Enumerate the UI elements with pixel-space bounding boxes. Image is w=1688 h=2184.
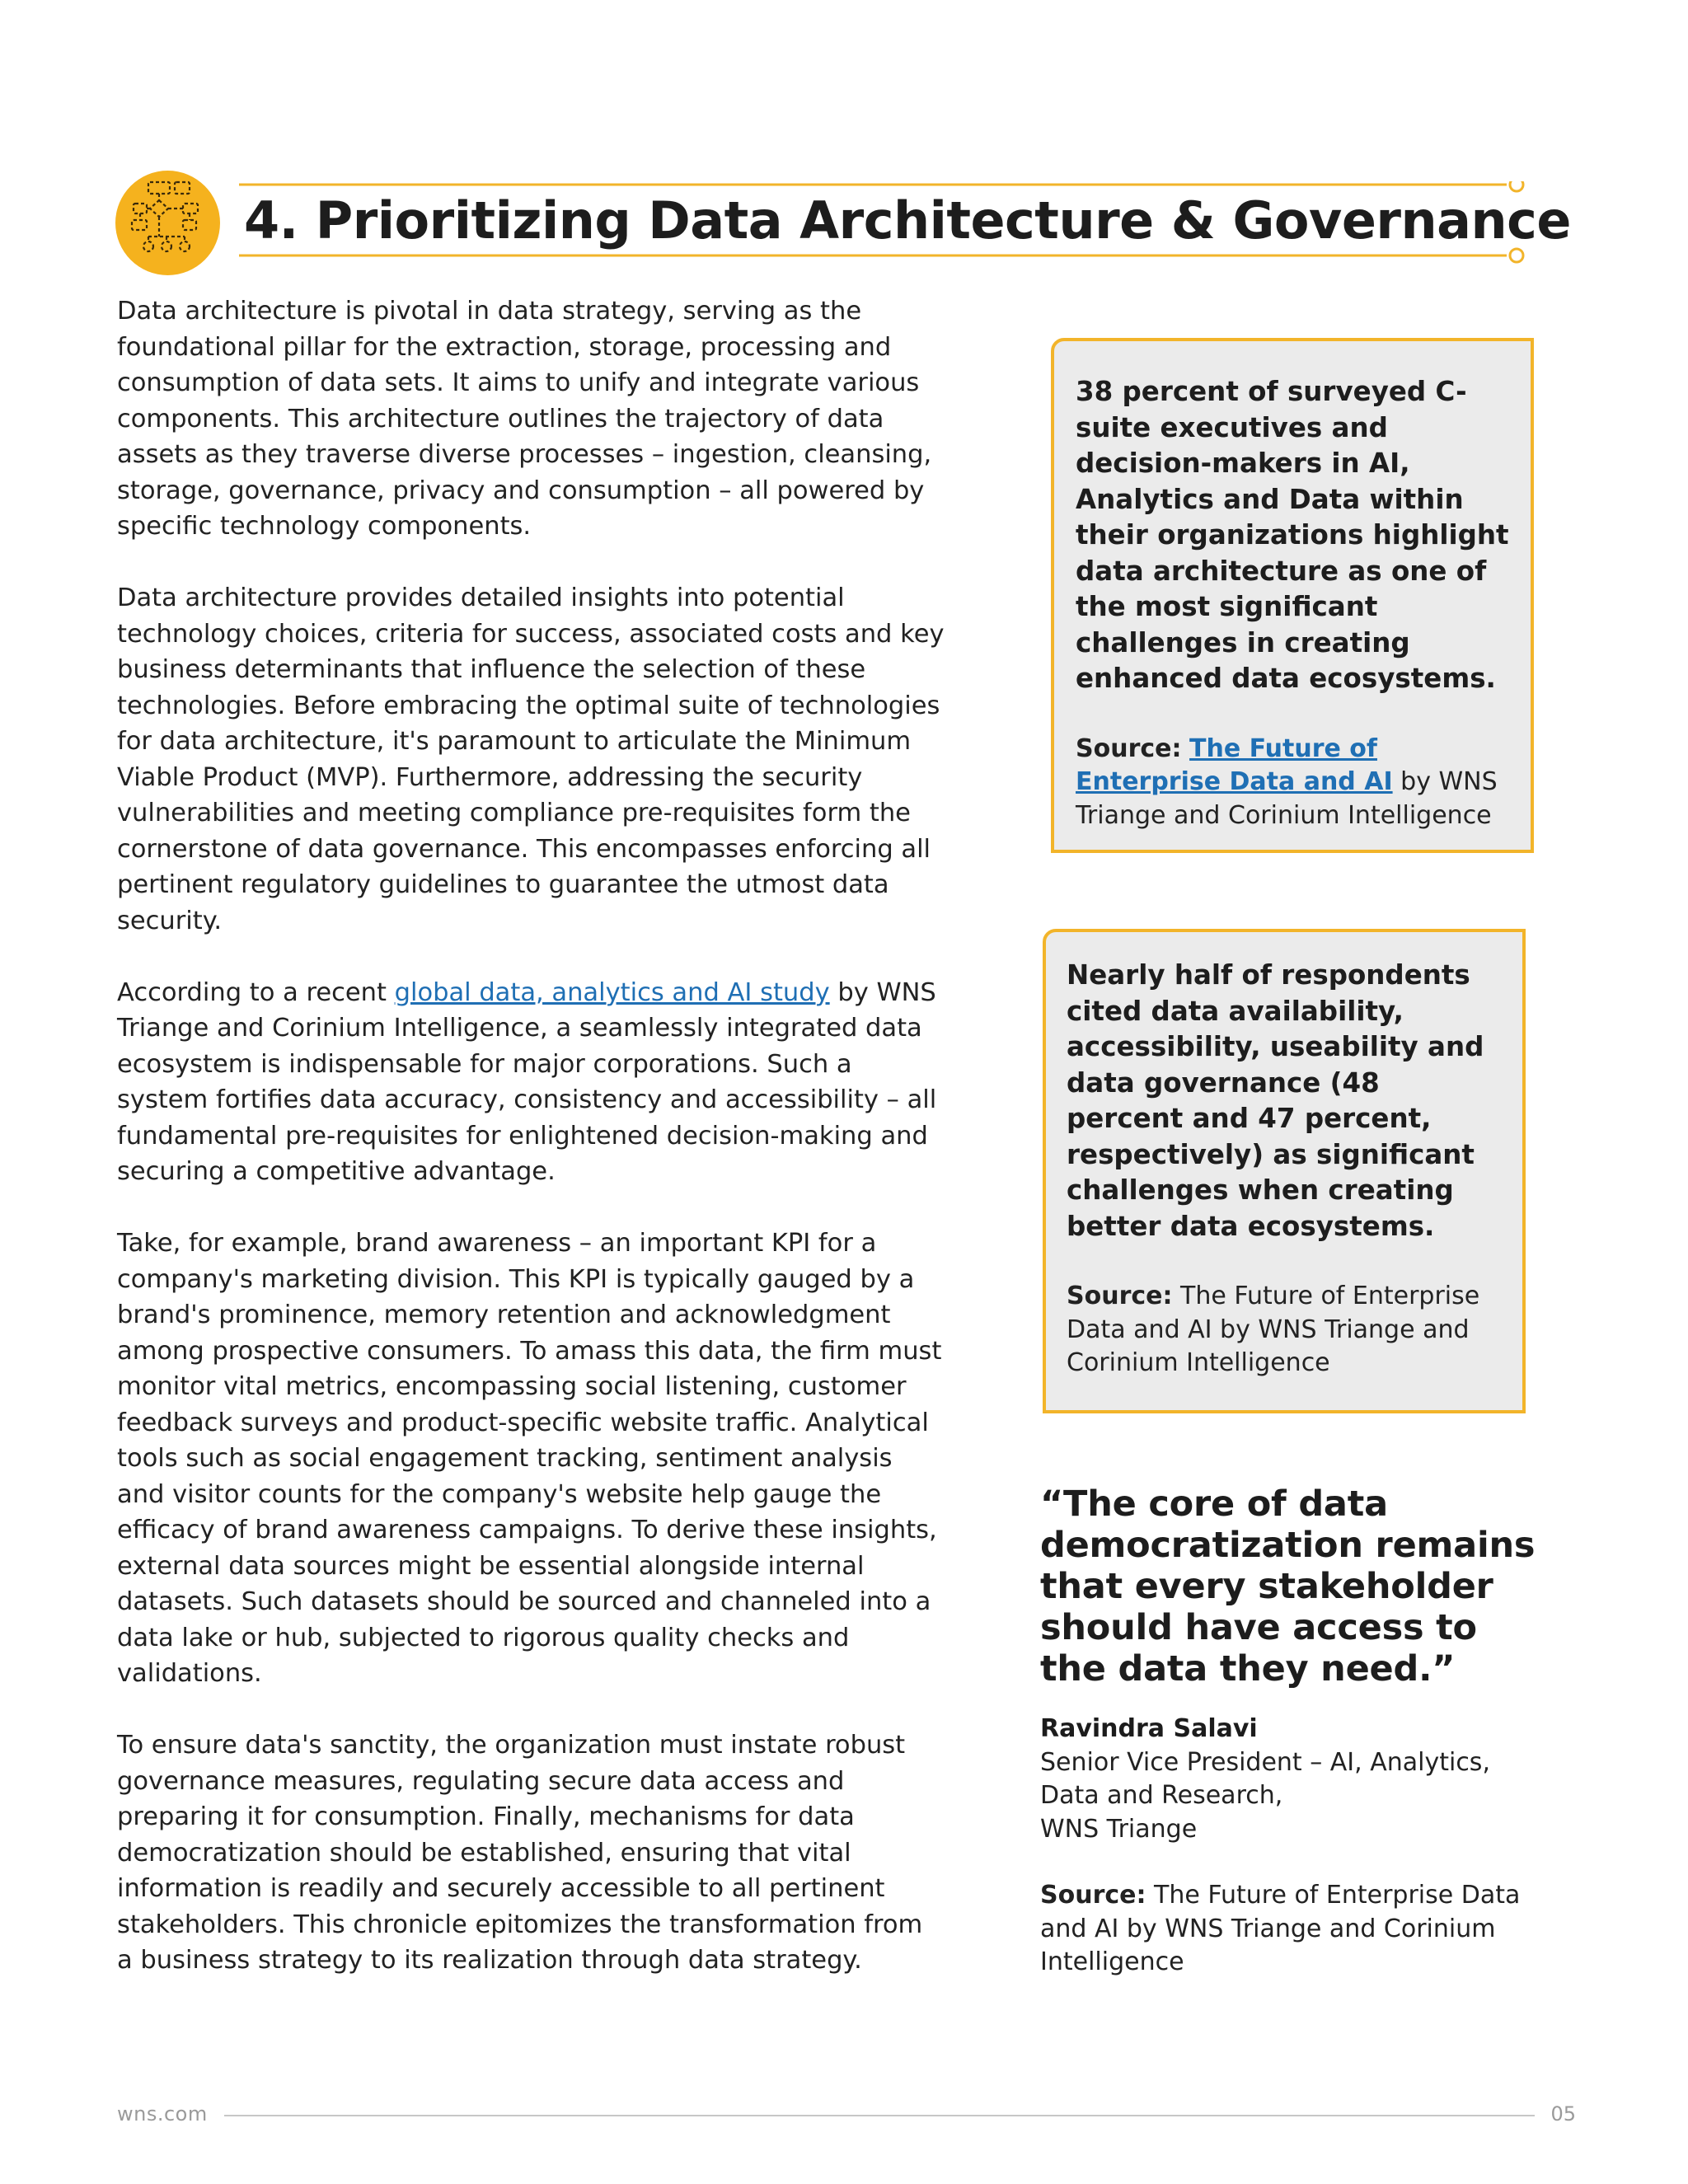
- paragraph-1: Data architecture is pivotal in data strategy, serving as the foundational pillar for the extraction, storage, processing and consumption of data sets. It aims to unify and integrate various components. This architecture outlines the trajectory of data assets as they traverse diverse processes – ingestion, cleansing, storage, governance, privacy and consumption – all powered by specific technology components.: [117, 297, 932, 541]
- page-title: 4. Prioritizing Data Architecture & Governance: [244, 190, 1571, 251]
- quote-role-line1: Senior Vice President – AI, Analytics,: [1040, 1747, 1490, 1777]
- quote-source: Source: The Future of Enterprise Data and AI by WNS Triange and Corinium Intelligence: [1040, 1881, 1521, 1976]
- callout-source: Source: The Future of Enterprise Data and AI by WNS Triange and Corinium Intelligence: [1067, 1282, 1480, 1377]
- section-header: [0, 0, 1688, 297]
- callout-source: Source: The Future of Enterprise Data and AI by WNS Triange and Corinium Intelligence: [1076, 733, 1498, 830]
- callout-stat-half-respondents: [1043, 929, 1526, 1413]
- paragraph-2: Data architecture provides detailed insights into potential technology choices, criteria for success, associated costs and key business determinants that influence the selection of these technologies. Before embracing the optimal suite of technologies for data architecture, it's paramount to articulate the Minimum Viable Product (MVP). Furthermore, addressing the security vulnerabilities and meeting compliance pre-requisites form the cornerstone of data governance. This encompasses enforcing all pertinent regulatory guidelines to guarantee the utmost data security.: [117, 583, 945, 935]
- paragraph-4: Take, for example, brand awareness – an important KPI for a company's marketing division. This KPI is typically gauged by a brand's prominence, memory retention and acknowledgment among prospective consumers. To amass this data, the firm must monitor vital metrics, encompassing social listening, customer feedback surveys and product-specific website traffic. Analytical tools such as social engagement tracking, sentiment analysis and visitor counts for the company's website help gauge the efficacy of brand awareness campaigns. To derive these insights, external data sources might be essential alongside internal datasets. Such datasets should be sourced and channeled into a data lake or hub, subjected to rigorous quality checks and validations.: [117, 1229, 942, 1688]
- footer-site: wns.com: [117, 2102, 208, 2125]
- flowchart-icon: [115, 171, 220, 275]
- source-link[interactable]: The Future of Enterprise Data and AI: [1076, 733, 1393, 796]
- footer-divider: [224, 2115, 1535, 2116]
- page-number: 05: [1550, 2102, 1576, 2125]
- page-footer: [117, 2100, 1576, 2133]
- study-link[interactable]: global data, analytics and AI study: [394, 977, 830, 1007]
- pull-quote: [1040, 1483, 1543, 1980]
- quote-role-line3: WNS Triange: [1040, 1814, 1198, 1844]
- paragraph-3: According to a recent global data, analytics and AI study by WNS Triange and Corinium Intelligence, a seamlessly integrated data ecosystem is indispensable for major corporations. Such a system fortifies data accuracy, consistency and accessibility – all fundamental pre-requisites for enlightened decision-making and securing a competitive advantage.: [117, 977, 937, 1186]
- callout-text: Nearly half of respondents cited data availability, accessibility, useability and data governance (48 percent and 47 percent, respectively) as significant challenges when creating better data ecosystems.: [1067, 959, 1484, 1242]
- callout-text: 38 percent of surveyed C-suite executives and decision-makers in AI, Analytics and Data within their organizations highlight data architecture as one of the most significant challenges in creating enhanced data ecosystems.: [1076, 376, 1509, 694]
- quote-author: Ravindra Salavi: [1040, 1714, 1258, 1743]
- paragraph-5: To ensure data's sanctity, the organization must instate robust governance measures, regulating secure data access and preparing it for consumption. Finally, mechanisms for data democratization should be established, ensuring that vital information is readily and securely accessible to all pertinent stakeholders. This chronicle epitomizes the transformation from a business strategy to its realization through data strategy.: [117, 1731, 923, 1975]
- quote-role-line2: Data and Research,: [1040, 1781, 1283, 1810]
- main-article: [117, 293, 945, 2014]
- quote-text: “The core of data democratization remains that every stakeholder should have access to the data they need.”: [1040, 1483, 1536, 1690]
- callout-stat-38-percent: [1051, 338, 1534, 853]
